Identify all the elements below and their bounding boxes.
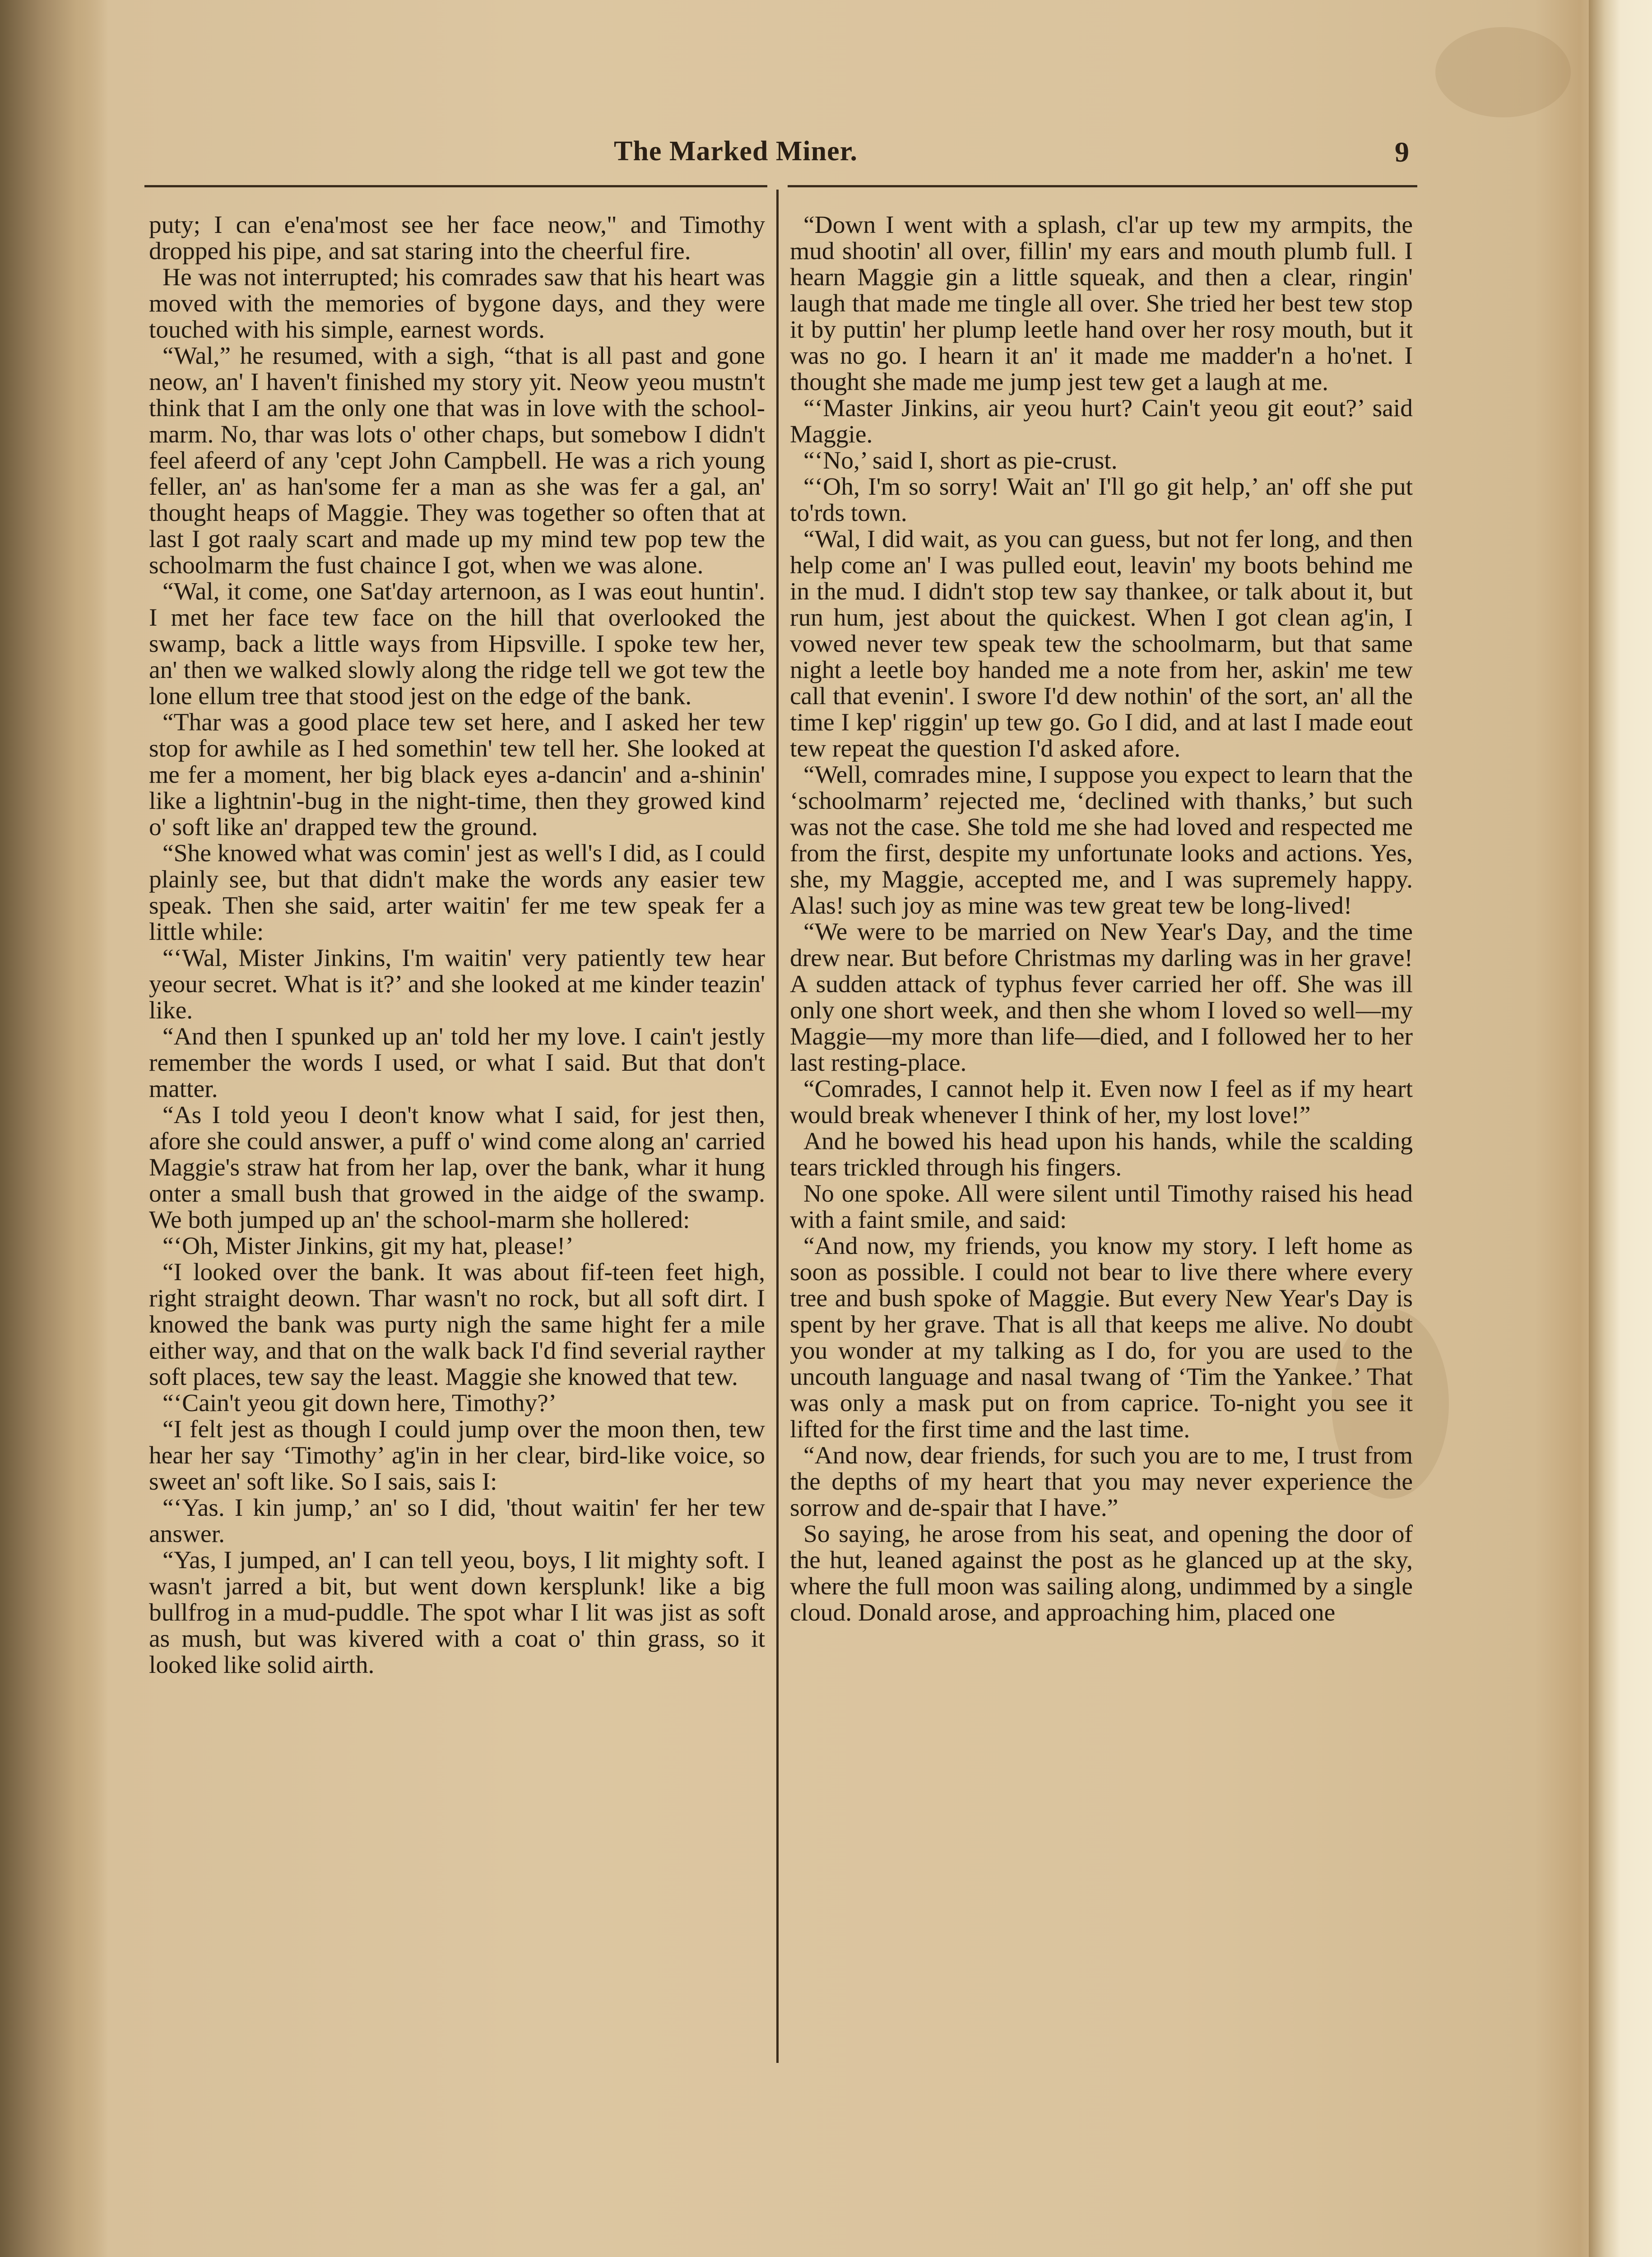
- left-column: [149, 212, 765, 2067]
- paragraph: “And then I spunked up an' told her my love. I cain't jestly remember the words I used, or what I said. But that don't matter.: [149, 1023, 765, 1103]
- paragraph: He was not interrupted; his comrades saw that his heart was moved with the memories of bygone days, and they were touched with his simple, earnest words.: [149, 264, 765, 344]
- paragraph: “‘No,’ said I, short as pie-crust.: [803, 447, 1118, 474]
- paragraph: “As I told yeou I deon't know what I said, for jest then, afore she could answer, a puff o' wind come along an' carried Maggie's straw hat from her lap, over the bank, whar it hung onter a small bush that growed in the aidge of the swamp. We both jumped up an' the school-marm she hollered:: [149, 1101, 765, 1234]
- page-header: [614, 135, 1426, 172]
- running-title: The Marked Miner.: [614, 136, 858, 167]
- paragraph: “And now, my friends, you know my story. I left home as soon as possible. I could not bear to live there where every tree and bush spoke of Maggie. But every New Year's Day is spent by her grave. That is all that keeps me alive. No doubt you wonder at my talking as I do, for you are used to the uncouth language and nasal twang of ‘Tim the Yankee.’ That was only a mask put on from caprice. To-night you see it lifted for the first time and the last time.: [790, 1232, 1413, 1443]
- paper-stain: [1435, 27, 1571, 117]
- paragraph: “She knowed what was comin' jest as well's I did, as I could plainly see, but that didn't make the words any easier tew speak. Then she said, arter waitin' fer me tew speak fer a little while:: [149, 840, 765, 946]
- paragraph: “Thar was a good place tew set here, and I asked her tew stop for awhile as I hed somethin' tew tell her. She looked at me fer a moment, her big black eyes a-dancin' and a-shinin' like a lightnin'-bug in the night-time, then they growed kind o' soft like an' drapped tew the ground.: [149, 709, 765, 841]
- page-number: 9: [1395, 136, 1409, 168]
- page-edge: [1589, 0, 1652, 2257]
- paragraph: “I felt jest as though I could jump over the moon then, tew hear her say ‘Timothy’ ag'in in her clear, bird-like voice, so sweet an' soft like. So I sais, sais I:: [149, 1416, 765, 1495]
- paragraph: “‘Oh, Mister Jinkins, git my hat, please!’: [162, 1232, 574, 1260]
- paragraph: “We were to be married on New Year's Day, and the time drew near. But before Christmas my darling was in her grave! A sudden attack of typhus fever carried her off. She was ill only one short week, and then she whom I loved so well—my Maggie—my more than life—died, and I followed her to her last resting-place.: [790, 918, 1413, 1077]
- paragraph: So saying, he arose from his seat, and opening the door of the hut, leaned against the post as he glanced up at the sky, where the full moon was sailing along, undimmed by a single cloud. Donald arose, and approaching him, placed one: [790, 1520, 1413, 1626]
- paragraph: “Down I went with a splash, cl'ar up tew my armpits, the mud shootin' all over, fillin' my ears and mouth plumb full. I hearn Maggie gin a little squeak, and then a clear, ringin' laugh that made me tingle all over. She tried her best tew stop it by puttin' her plump leetle hand over her rosy mouth, but it was no go. I hearn it an' it made me madder'n a ho'net. I thought she made me jump jest tew get a laugh at me.: [790, 212, 1413, 396]
- paragraph: And he bowed his head upon his hands, while the scalding tears trickled through his fingers.: [790, 1128, 1413, 1181]
- paragraph: “Wal, it come, one Sat'day arternoon, as I was eout huntin'. I met her face tew face on the hill that overlooked the swamp, back a little ways from Hipsville. I spoke tew her, an' then we walked slowly along the ridge tell we got tew the lone ellum tree that stood jest on the edge of the bank.: [149, 578, 765, 710]
- paragraph: “‘Oh, I'm so sorry! Wait an' I'll go git help,’ an' off she put to'rds town.: [790, 473, 1413, 527]
- column-divider: [776, 190, 779, 2063]
- paragraph: “‘Cain't yeou git down here, Timothy?’: [162, 1389, 557, 1417]
- paragraph: puty; I can e'ena'most see her face neow," and Timothy dropped his pipe, and sat staring into the cheerful fire.: [149, 212, 765, 265]
- paragraph: “‘Master Jinkins, air yeou hurt? Cain't yeou git eout?’ said Maggie.: [790, 395, 1413, 448]
- paragraph: “I looked over the bank. It was about fif-teen feet high, right straight deown. Thar wasn't no rock, but all soft dirt. I knowed the bank was purty nigh the same hight fer a mile either way, and that on the walk back I'd find severial rayther soft places, tew say the least. Maggie she knowed that tew.: [149, 1259, 765, 1391]
- right-column: [790, 212, 1413, 2067]
- paragraph: “Comrades, I cannot help it. Even now I feel as if my heart would break whenever I think of her, my lost love!”: [790, 1075, 1413, 1129]
- paragraph: “Wal,” he resumed, with a sigh, “that is all past and gone neow, an' I haven't finished my story yit. Neow yeou mustn't think that I am the only one that was in love with the school-marm. No, thar was lots o' other chaps, but somebow I didn't feel afeerd of any 'cept John Campbell. He was a rich young feller, an' as han'some fer a man as she was fer a gal, an' thought heaps of Maggie. They was together so often that at last I got raaly scart and made up my mind tew pop tew the schoolmarm the fust chaince I got, when we was alone.: [149, 342, 765, 579]
- binding-gutter: [0, 0, 108, 2257]
- paragraph: “Well, comrades mine, I suppose you expect to learn that the ‘schoolmarm’ rejected me, ‘declined with thanks,’ but such was not the case. She told me she had loved and respected me from the first, despite my unfortunate looks and actions. Yes, she, my Maggie, accepted me, and I was supremely happy. Alas! such joy as mine was tew great tew be long-lived!: [790, 761, 1413, 920]
- paragraph: “And now, dear friends, for such you are to me, I trust from the depths of my heart that you may never experience the sorrow and de-spair that I have.”: [790, 1442, 1413, 1522]
- paragraph: “‘Yas. I kin jump,’ an' so I did, 'thout waitin' fer her tew answer.: [149, 1494, 765, 1548]
- paragraph: “Wal, I did wait, as you can guess, but not fer long, and then help come an' I was pulled eout, leavin' my boots behind me in the mud. I didn't stop tew say thankee, or talk about it, but run hum, jest about the quickest. When I got clean ag'in, I vowed never tew speak tew the schoolmarm, but that same night a leetle boy handed me a note from her, askin' me tew call that evenin'. I swore I'd dew nothin' of the sort, an' all the time I kep' riggin' up tew go. Go I did, and at last I made eout tew repeat the question I'd asked afore.: [790, 525, 1413, 762]
- header-rule-left: [144, 185, 767, 187]
- paragraph: No one spoke. All were silent until Timothy raised his head with a faint smile, and said:: [790, 1180, 1413, 1234]
- header-rule-right: [788, 185, 1417, 187]
- paragraph: “Yas, I jumped, an' I can tell yeou, boys, I lit mighty soft. I wasn't jarred a bit, but went down kersplunk! like a big bullfrog in a mud-puddle. The spot whar I lit was jist as soft as mush, but was kivered with a coat o' thin grass, so it looked like solid airth.: [149, 1546, 765, 1679]
- paragraph: “‘Wal, Mister Jinkins, I'm waitin' very patiently tew hear yeour secret. What is it?’ and she looked at me kinder teazin' like.: [149, 944, 765, 1024]
